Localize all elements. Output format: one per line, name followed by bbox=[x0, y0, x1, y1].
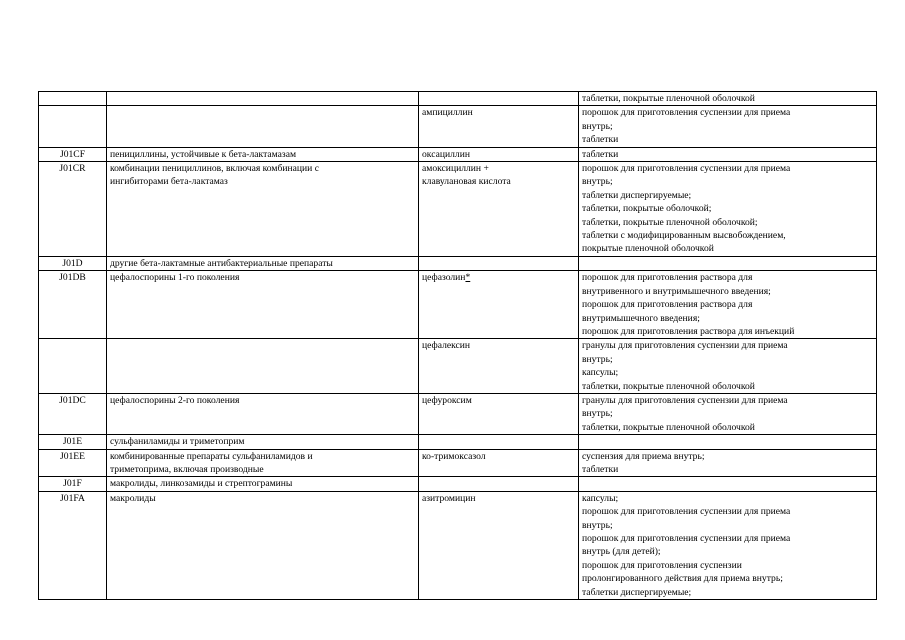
table-row bbox=[39, 339, 877, 394]
drug-name-cell bbox=[419, 106, 579, 147]
group-name-cell bbox=[107, 147, 419, 161]
table-row bbox=[39, 449, 877, 477]
atc-code-cell bbox=[39, 92, 107, 106]
table-row bbox=[39, 147, 877, 161]
dosage-forms-cell bbox=[579, 435, 877, 449]
line-text: капсулы; bbox=[582, 492, 619, 504]
line-text: внутрь; bbox=[582, 353, 613, 365]
table-row bbox=[39, 92, 877, 106]
drug-name-cell bbox=[419, 147, 579, 161]
drug-name-cell bbox=[419, 435, 579, 449]
line-text: комбинированные препараты сульфаниламидов и bbox=[110, 450, 313, 462]
drug-name-cell bbox=[419, 256, 579, 270]
group-name-cell bbox=[107, 393, 419, 434]
line-text: другие бета-лактамные антибактериальные препараты bbox=[110, 257, 333, 269]
group-name-line bbox=[110, 463, 415, 476]
dosage-forms-line bbox=[582, 339, 873, 352]
dosage-forms-line bbox=[582, 519, 873, 532]
group-name-cell bbox=[107, 491, 419, 599]
line-text: порошок для приготовления суспензии для приема bbox=[582, 533, 791, 544]
line-text: внутрь (для детей); bbox=[582, 546, 661, 558]
line-text: цефалоспорины 2-го поколения bbox=[110, 394, 240, 406]
dosage-forms-line bbox=[582, 545, 873, 558]
line-text: пенициллины, устойчивые к бета-лактамазам bbox=[110, 148, 297, 160]
dosage-forms-line bbox=[582, 325, 873, 338]
group-name-line bbox=[110, 492, 415, 505]
dosage-forms-line bbox=[582, 162, 873, 175]
table-row bbox=[39, 491, 877, 599]
line-text: внутривенного и внутримышечного введения; bbox=[582, 285, 771, 297]
line-text: внутрь; bbox=[582, 408, 613, 420]
line-text: таблетки с модифицированным высвобождением, bbox=[582, 230, 786, 242]
dosage-forms-line bbox=[582, 298, 873, 311]
atc-code-cell: J01CR bbox=[39, 162, 107, 257]
drug-name-line bbox=[422, 394, 575, 407]
group-name-cell bbox=[107, 92, 419, 106]
atc-code-cell bbox=[39, 339, 107, 394]
dosage-forms-line bbox=[582, 353, 873, 366]
dosage-forms-line bbox=[582, 92, 873, 105]
dosage-forms-line bbox=[582, 532, 873, 545]
line-text: внутрь; bbox=[582, 120, 613, 132]
drug-name-cell bbox=[419, 477, 579, 491]
line-text: порошок для приготовления раствора для bbox=[582, 299, 753, 311]
dosage-forms-line bbox=[582, 312, 873, 325]
dosage-forms-line bbox=[582, 450, 873, 463]
group-name-cell bbox=[107, 477, 419, 491]
dosage-forms-line bbox=[582, 586, 873, 599]
dosage-forms-cell bbox=[579, 271, 877, 339]
drug-name-cell bbox=[419, 339, 579, 394]
drug-name-cell bbox=[419, 162, 579, 257]
line-text: клавулановая кислота bbox=[422, 176, 511, 188]
atc-code-cell bbox=[39, 106, 107, 147]
dosage-forms-line bbox=[582, 394, 873, 407]
dosage-forms-line bbox=[582, 271, 873, 284]
line-text: порошок для приготовления раствора для инъекций bbox=[582, 325, 795, 337]
dosage-forms-line bbox=[582, 366, 873, 379]
line-text: оксациллин bbox=[422, 148, 470, 160]
table-row bbox=[39, 256, 877, 270]
group-name-line bbox=[110, 175, 415, 188]
dosage-forms-line bbox=[582, 120, 873, 133]
dosage-forms-line bbox=[582, 380, 873, 393]
table-row bbox=[39, 477, 877, 491]
group-name-line bbox=[110, 257, 415, 270]
line-text: таблетки bbox=[582, 134, 619, 146]
atc-code-cell: J01FA bbox=[39, 491, 107, 599]
line-text: таблетки, покрытые пленочной оболочкой bbox=[582, 380, 755, 392]
group-name-cell bbox=[107, 449, 419, 477]
table-row bbox=[39, 106, 877, 147]
dosage-forms-cell bbox=[579, 106, 877, 147]
line-text: таблетки bbox=[582, 148, 619, 160]
group-name-cell bbox=[107, 162, 419, 257]
dosage-forms-cell bbox=[579, 477, 877, 491]
dosage-forms-line bbox=[582, 407, 873, 420]
drug-name-cell bbox=[419, 92, 579, 106]
dosage-forms-line bbox=[582, 133, 873, 146]
dosage-forms-cell bbox=[579, 339, 877, 394]
dosage-forms-line bbox=[582, 202, 873, 215]
line-text: порошок для приготовления суспензии для приема bbox=[582, 506, 791, 518]
line-text: пролонгированного действия для приема внутрь; bbox=[582, 573, 783, 585]
drug-name-cell bbox=[419, 271, 579, 339]
line-text: макролиды, линкозамиды и стрептограмины bbox=[110, 478, 293, 490]
group-name-line bbox=[110, 271, 415, 284]
dosage-forms-cell bbox=[579, 92, 877, 106]
line-text: таблетки диспергируемые; bbox=[582, 586, 692, 598]
line-text: таблетки диспергируемые; bbox=[582, 189, 692, 201]
atc-code-cell: J01E bbox=[39, 435, 107, 449]
line-text: цефазолин bbox=[422, 272, 466, 284]
table-row bbox=[39, 435, 877, 449]
footnote-marker: * bbox=[465, 272, 471, 284]
line-text: ко-тримоксазол bbox=[422, 450, 486, 462]
group-name-cell bbox=[107, 271, 419, 339]
atc-code-cell: J01F bbox=[39, 477, 107, 491]
dosage-forms-line bbox=[582, 229, 873, 242]
dosage-forms-line bbox=[582, 421, 873, 434]
line-text: таблетки, покрытые пленочной оболочкой; bbox=[582, 216, 758, 228]
dosage-forms-cell bbox=[579, 147, 877, 161]
drug-name-cell bbox=[419, 449, 579, 477]
atc-code-cell: J01DC bbox=[39, 393, 107, 434]
line-text: гранулы для приготовления суспензии для приема bbox=[582, 340, 788, 352]
line-text: азитромицин bbox=[422, 492, 476, 504]
line-text: порошок для приготовления суспензии для приема bbox=[582, 163, 791, 175]
dosage-forms-line bbox=[582, 216, 873, 229]
dosage-forms-line bbox=[582, 285, 873, 298]
dosage-forms-line bbox=[582, 463, 873, 476]
group-name-cell bbox=[107, 256, 419, 270]
line-text: цефалоспорины 1-го поколения bbox=[110, 272, 240, 284]
atc-code-cell: J01EE bbox=[39, 449, 107, 477]
drug-name-cell bbox=[419, 393, 579, 434]
atc-code-cell: J01D bbox=[39, 256, 107, 270]
table-row bbox=[39, 162, 877, 257]
table-row bbox=[39, 393, 877, 434]
line-text: таблетки, покрытые пленочной оболочкой bbox=[582, 421, 755, 433]
drug-name-line bbox=[422, 148, 575, 161]
line-text: внутримышечного введения; bbox=[582, 312, 700, 324]
dosage-forms-line bbox=[582, 572, 873, 585]
dosage-forms-line bbox=[582, 559, 873, 572]
line-text: гранулы для приготовления суспензии для приема bbox=[582, 394, 788, 406]
dosage-forms-line bbox=[582, 505, 873, 518]
drug-name-line bbox=[422, 492, 575, 505]
dosage-forms-cell bbox=[579, 256, 877, 270]
line-text: сульфаниламиды и триметоприм bbox=[110, 436, 245, 448]
line-text: ампициллин bbox=[422, 107, 473, 119]
line-text: порошок для приготовления суспензии bbox=[582, 559, 742, 571]
line-text: таблетки bbox=[582, 463, 619, 475]
group-name-line bbox=[110, 148, 415, 161]
line-text: амоксициллин + bbox=[422, 163, 489, 175]
line-text: внутрь; bbox=[582, 519, 613, 531]
group-name-line bbox=[110, 477, 415, 490]
line-text: таблетки, покрытые оболочкой; bbox=[582, 203, 712, 215]
line-text: цефуроксим bbox=[422, 394, 472, 406]
group-name-cell bbox=[107, 339, 419, 394]
table-row bbox=[39, 271, 877, 339]
dosage-forms-cell bbox=[579, 491, 877, 599]
line-text: порошок для приготовления раствора для bbox=[582, 272, 753, 284]
group-name-line bbox=[110, 394, 415, 407]
drug-name-line bbox=[422, 175, 575, 188]
drug-name-line bbox=[422, 450, 575, 463]
drug-name-line bbox=[422, 339, 575, 352]
group-name-cell bbox=[107, 106, 419, 147]
dosage-forms-line bbox=[582, 492, 873, 505]
dosage-forms-cell bbox=[579, 393, 877, 434]
group-name-line bbox=[110, 450, 415, 463]
drug-name-line bbox=[422, 271, 575, 284]
group-name-cell bbox=[107, 435, 419, 449]
drug-name-cell bbox=[419, 491, 579, 599]
group-name-line bbox=[110, 162, 415, 175]
group-name-line bbox=[110, 435, 415, 448]
drug-table bbox=[38, 91, 877, 600]
drug-name-line bbox=[422, 106, 575, 119]
atc-code-cell: J01DB bbox=[39, 271, 107, 339]
dosage-forms-cell bbox=[579, 449, 877, 477]
dosage-forms-line bbox=[582, 242, 873, 255]
line-text: триметоприма, включая производные bbox=[110, 463, 264, 475]
dosage-forms-cell bbox=[579, 162, 877, 257]
line-text: капсулы; bbox=[582, 367, 619, 379]
line-text: суспензия для приема внутрь; bbox=[582, 450, 705, 462]
line-text: комбинации пенициллинов, включая комбинации с bbox=[110, 163, 319, 175]
line-text: таблетки, покрытые пленочной оболочкой bbox=[582, 93, 755, 104]
line-text: макролиды bbox=[110, 492, 156, 504]
line-text: порошок для приготовления суспензии для приема bbox=[582, 107, 791, 119]
dosage-forms-line bbox=[582, 175, 873, 188]
dosage-forms-line bbox=[582, 189, 873, 202]
line-text: цефалексин bbox=[422, 340, 471, 352]
dosage-forms-line bbox=[582, 148, 873, 161]
dosage-forms-line bbox=[582, 106, 873, 119]
line-text: покрытые пленочной оболочкой bbox=[582, 243, 714, 255]
drug-name-line bbox=[422, 162, 575, 175]
line-text: ингибиторами бета-лактамаз bbox=[110, 176, 228, 188]
table-body bbox=[39, 92, 877, 600]
atc-code-cell: J01CF bbox=[39, 147, 107, 161]
line-text: внутрь; bbox=[582, 176, 613, 188]
